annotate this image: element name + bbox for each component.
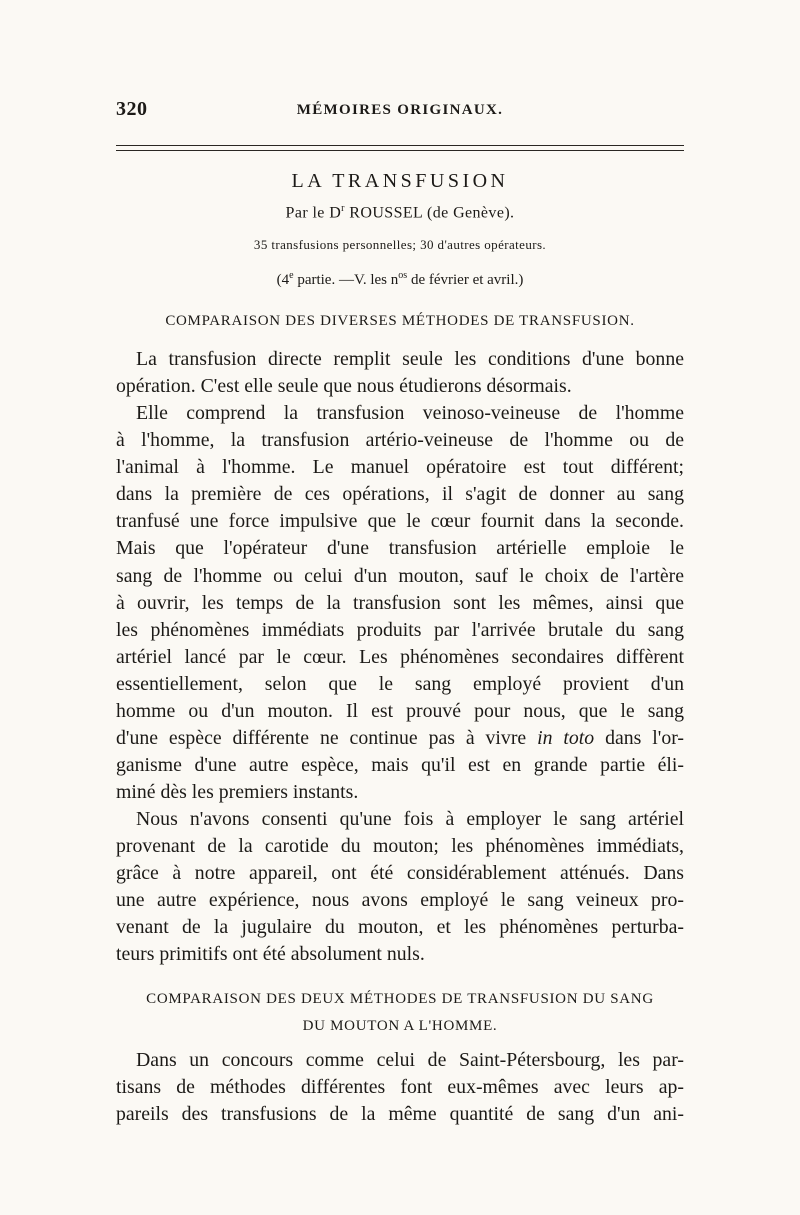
text-line: provenant de la carotide du mouton; les phénomènes immédiats, bbox=[116, 835, 684, 858]
author-prefix: Par le D bbox=[285, 204, 342, 222]
double-rule-top bbox=[116, 145, 684, 146]
text-line: Dans un concours comme celui de Saint-Pétersbourg, les par- bbox=[136, 1049, 684, 1071]
part-prefix: (4 bbox=[276, 272, 290, 288]
text-run: dans l'or- bbox=[594, 727, 684, 750]
italic-phrase: in toto bbox=[537, 727, 595, 750]
double-rule-bottom bbox=[116, 150, 684, 151]
author-title-sup: r bbox=[341, 203, 345, 214]
part-sup: e bbox=[289, 270, 294, 281]
article-author bbox=[116, 203, 684, 222]
page-number: 320 bbox=[116, 98, 148, 120]
text-line: dans la première de ces opérations, il s'agit de donner au sang bbox=[116, 483, 684, 506]
text-line: grâce à notre appareil, ont été considérablement atténués. Dans bbox=[116, 862, 684, 885]
text-line: l'animal à l'homme. Le manuel opératoire est tout différent; bbox=[116, 456, 684, 479]
text-line bbox=[116, 725, 684, 752]
article-part-note bbox=[116, 270, 684, 289]
text-line: tranfusé une force impulsive que le cœur fournit dans la seconde. bbox=[116, 510, 684, 533]
text-line: artériel lancé par le cœur. Les phénomènes secondaires diffèrent bbox=[116, 645, 684, 668]
text-line: Mais que l'opérateur d'une transfusion artérielle emploie le bbox=[116, 537, 684, 560]
section1-paragraph-3 bbox=[116, 806, 684, 969]
section2-paragraph-1 bbox=[116, 1047, 684, 1128]
running-title: MÉMOIRES ORIGINAUX. bbox=[296, 102, 504, 118]
article-stats: 35 transfusions personnelles; 30 d'autres opérateurs. bbox=[253, 237, 547, 252]
part-sup-2: os bbox=[398, 270, 408, 281]
article-title: LA TRANSFUSION bbox=[291, 170, 509, 192]
text-line: les phénomènes immédiats produits par l'arrivée brutale du sang bbox=[116, 618, 684, 641]
part-rest: de février et avril.) bbox=[407, 272, 524, 288]
text-line: essentiellement, selon que le sang employé provient d'un bbox=[116, 672, 684, 695]
section1-paragraph-1 bbox=[116, 346, 684, 400]
text-line: tisans de méthodes différentes font eux-mêmes avec leurs ap- bbox=[116, 1076, 684, 1099]
text-line: opération. C'est elle seule que nous étudierons désormais. bbox=[116, 375, 572, 398]
author-name: ROUSSEL (de Genève). bbox=[344, 204, 515, 222]
text-line: sang de l'homme ou celui d'un mouton, sauf le choix de l'artère bbox=[116, 564, 684, 587]
text-line: miné dès les premiers instants. bbox=[116, 781, 359, 804]
section1-paragraph-2 bbox=[116, 400, 684, 806]
text-line: à l'homme, la transfusion artério-veineuse de l'homme ou de bbox=[116, 429, 684, 452]
page-header bbox=[116, 98, 684, 128]
text-run: d'une espèce différente ne continue pas à vivre bbox=[116, 727, 538, 750]
text-line: ganisme d'une autre espèce, mais qu'il est en grande partie éli- bbox=[116, 754, 684, 777]
text-line: Nous n'avons consenti qu'une fois à employer le sang artériel bbox=[136, 808, 684, 830]
part-mid: partie. —V. les n bbox=[293, 272, 399, 288]
text-line: une autre expérience, nous avons employé le sang veineux pro- bbox=[116, 889, 684, 912]
text-line: Elle comprend la transfusion veinoso-veineuse de l'homme bbox=[136, 402, 684, 424]
text-line: teurs primitifs ont été absolument nuls. bbox=[116, 943, 425, 966]
section-heading-2: COMPARAISON DES DEUX MÉTHODES DE TRANSFUSION DU SANG bbox=[146, 991, 654, 1007]
text-line: venant de la jugulaire du mouton, et les phénomènes perturba- bbox=[116, 916, 684, 939]
text-line: La transfusion directe remplit seule les conditions d'une bonne bbox=[136, 348, 684, 370]
section-heading-2-line-2: DU MOUTON A L'HOMME. bbox=[302, 1018, 498, 1034]
text-line: homme ou d'un mouton. Il est prouvé pour nous, que le sang bbox=[116, 700, 684, 723]
text-line: pareils des transfusions de la même quantité de sang d'un ani- bbox=[116, 1103, 684, 1126]
section-heading-1: COMPARAISON DES DIVERSES MÉTHODES DE TRANSFUSION. bbox=[165, 313, 635, 329]
text-line: à ouvrir, les temps de la transfusion sont les mêmes, ainsi que bbox=[116, 591, 684, 614]
